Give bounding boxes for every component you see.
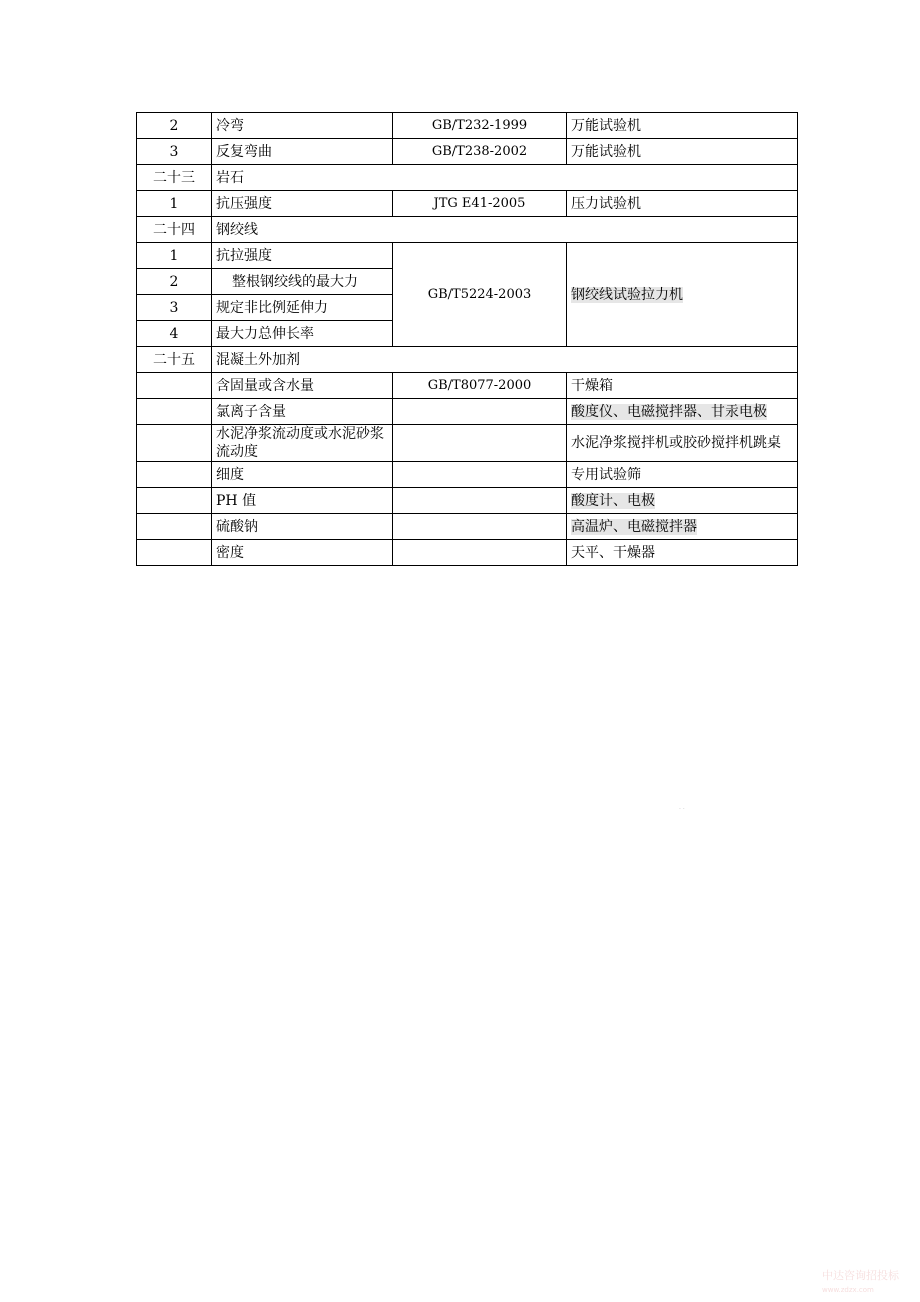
standard-code [393,399,567,425]
watermark-text: 中达咨询招投标 [822,1269,899,1282]
standard-code [393,488,567,514]
standard-code: GB/T5224-2003 [393,243,567,347]
table-row [137,243,798,269]
row-number [137,540,212,566]
equipment-cell [567,488,798,514]
test-item: 抗压强度 [212,191,393,217]
table-row [137,488,798,514]
test-item: 规定非比例延伸力 [212,295,393,321]
equipment-cell [567,243,798,347]
standard-code: GB/T8077-2000 [393,373,567,399]
equipment-cell [567,514,798,540]
standard-code [393,514,567,540]
test-item: 水泥净浆流动度或水泥砂浆流动度 [212,425,393,462]
equipment: 酸度仪、电磁搅拌器、甘汞电极 [571,403,767,420]
equipment: 高温炉、电磁搅拌器 [571,518,697,535]
watermark-url: www.zdzx.com [822,1286,874,1294]
test-item: 最大力总伸长率 [212,321,393,347]
test-item: 密度 [212,540,393,566]
section-number: 二十四 [137,217,212,243]
row-number: 1 [137,243,212,269]
section-title: 钢绞线 [212,217,798,243]
table-row [137,139,798,165]
equipment: 万能试验机 [567,139,798,165]
row-number: 1 [137,191,212,217]
equipment: 水泥净浆搅拌机或胶砂搅拌机跳桌 [567,425,798,462]
standard-code [393,425,567,462]
row-number: 4 [137,321,212,347]
row-number [137,462,212,488]
table-row [137,113,798,139]
table-row [137,191,798,217]
section-row [137,347,798,373]
row-number: 2 [137,269,212,295]
test-item: 含固量或含水量 [212,373,393,399]
table-row [137,462,798,488]
test-item: 氯离子含量 [212,399,393,425]
equipment-cell [567,399,798,425]
row-number: 3 [137,295,212,321]
test-items-table [136,112,798,566]
row-number [137,514,212,540]
table-row [137,373,798,399]
test-item: 抗拉强度 [212,243,393,269]
row-number [137,399,212,425]
test-item: PH 值 [212,488,393,514]
standard-code [393,540,567,566]
standard-code [393,462,567,488]
equipment: 压力试验机 [567,191,798,217]
test-item: 细度 [212,462,393,488]
equipment: 天平、干燥器 [567,540,798,566]
test-item-cell [212,269,393,295]
standard-code: GB/T232-1999 [393,113,567,139]
equipment: 万能试验机 [567,113,798,139]
section-row [137,217,798,243]
test-item: 硫酸钠 [212,514,393,540]
equipment: 专用试验筛 [567,462,798,488]
equipment: 酸度计、电极 [571,492,655,509]
table-row [137,425,798,462]
section-title: 混凝土外加剂 [212,347,798,373]
table-row [137,540,798,566]
section-row [137,165,798,191]
row-number [137,488,212,514]
test-item: 冷弯 [212,113,393,139]
standard-code: JTG E41-2005 [393,191,567,217]
standard-code: GB/T238-2002 [393,139,567,165]
row-number: 2 [137,113,212,139]
table-row [137,399,798,425]
stray-mark: · · [679,806,685,813]
test-item: 整根钢绞线的最大力 [232,273,358,290]
test-item: 反复弯曲 [212,139,393,165]
table-row [137,514,798,540]
row-number [137,425,212,462]
equipment: 干燥箱 [567,373,798,399]
row-number [137,373,212,399]
equipment: 钢绞线试验拉力机 [571,286,683,303]
row-number: 3 [137,139,212,165]
section-title: 岩石 [212,165,798,191]
section-number: 二十三 [137,165,212,191]
section-number: 二十五 [137,347,212,373]
